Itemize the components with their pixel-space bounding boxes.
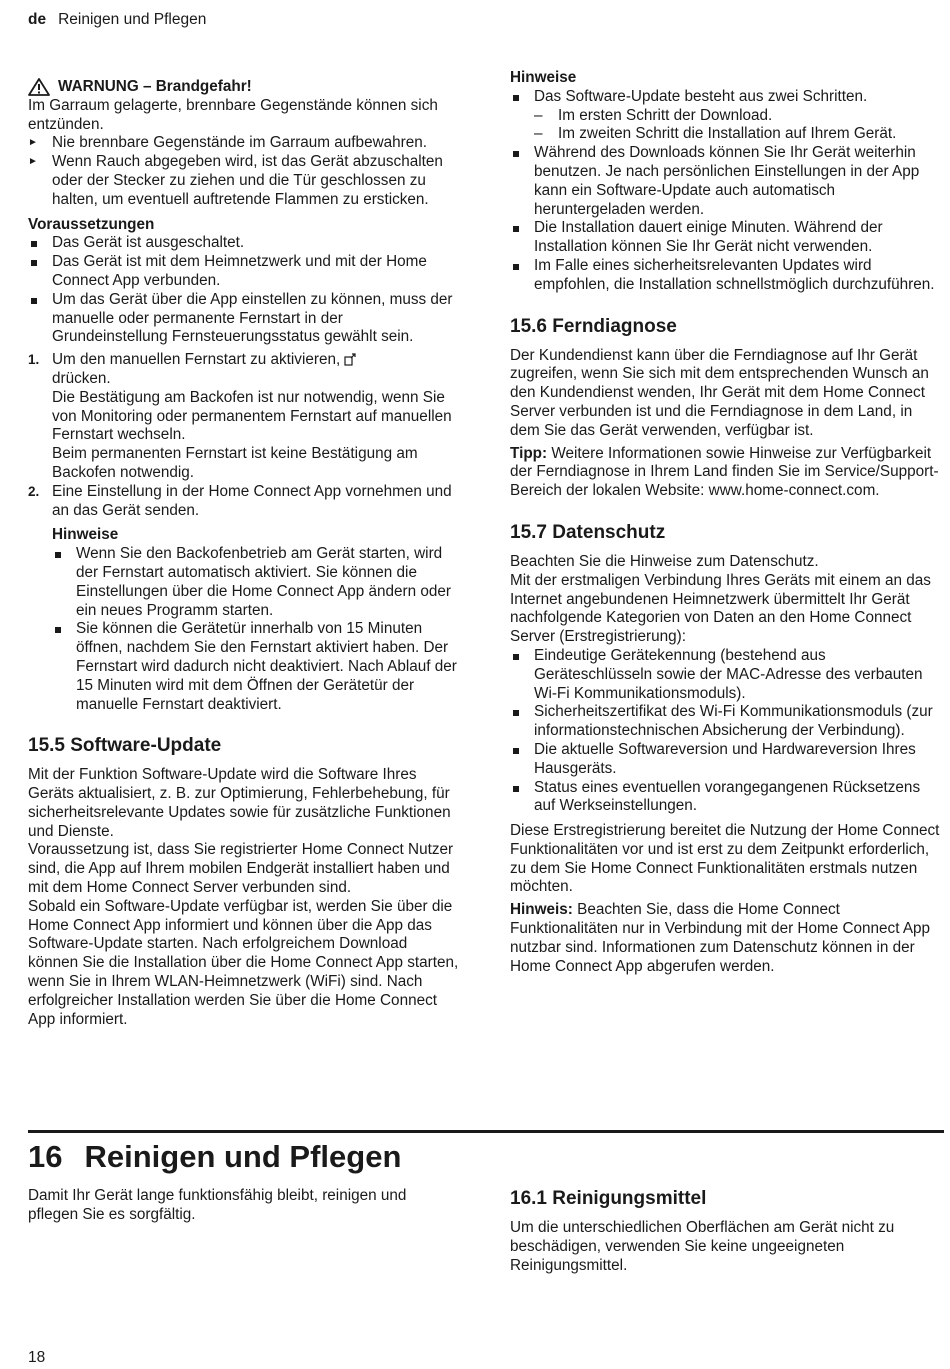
right-column <box>510 69 944 976</box>
square-bullet-icon <box>31 260 37 266</box>
dash-item: – Im zweiten Schritt die Installation auf Ihrem Gerät. <box>534 125 897 143</box>
step-item: 2. Eine Einstellung in der Home Connect App vornehmen und an das Gerät senden. <box>28 482 452 519</box>
square-bullet-icon <box>31 241 37 247</box>
section-heading-15-7: 15.7 Datenschutz <box>510 521 666 543</box>
warning-text: Im Garraum gelagerte, brennbare Gegenstände können sich entzünden. <box>28 96 438 133</box>
page-number: 18 <box>28 1349 46 1366</box>
warning-triangle-icon <box>28 78 50 96</box>
paragraph: Um die unterschiedlichen Oberflächen am Gerät nicht zu beschädigen, verwenden Sie keine ungeeigneten Reinigungsmittel. <box>510 1219 895 1274</box>
section-heading-15-6: 15.6 Ferndiagnose <box>510 315 677 337</box>
step-number: 1. <box>28 352 40 368</box>
chapter-title <box>28 1138 401 1176</box>
step-item: 1. Um den manuellen Fernstart zu aktivieren, drücken. Die Bestätigung am Backofen ist nur notwendig, wenn Sie von Monitoring oder permanentem Fernstart auf manuellen Fernstart wechseln. Beim permanenten Fernstart ist keine Bestätigung am Backofen notwendig. <box>28 351 460 483</box>
list-item: Während des Downloads können Sie Ihr Gerät weiterhin benutzen. Je nach persönlichen Einstellungen in der App kann ein Software-Update auch automatisch heruntergeladen werden. <box>510 144 944 219</box>
list-item: Sicherheitszertifikat des Wi-Fi Kommunikationsmoduls (zur informationstechnischen Absicherung der Verbindung). <box>510 703 944 741</box>
arrow-bullet-icon: ► <box>28 156 38 168</box>
square-bullet-icon <box>513 264 519 270</box>
step-number: 2. <box>28 483 40 499</box>
list-item: Wenn Sie den Backofenbetrieb am Gerät starten, wird der Fernstart automatisch aktiviert. Sie können die Einstellungen über die Home Connect App ändern oder ein neues Programm starten. <box>52 545 460 620</box>
language-code: de <box>28 11 47 28</box>
list-item: Das Software-Update besteht aus zwei Schritten. <box>510 88 944 107</box>
dash-item: – Im ersten Schritt der Download. <box>534 106 773 124</box>
chapter-divider <box>28 1130 944 1133</box>
header-title: Reinigen und Pflegen <box>58 11 207 28</box>
paragraph: Der Kundendienst kann über die Ferndiagnose auf Ihr Gerät zugreifen, wenn Sie sich mit dem entsprechenden Wunsch an den Kundendienst wenden, Ihr Gerät mit dem Home Connect Server verbunden ist und die Ferndiagnose in dem Land, in dem Sie das Gerät verwenden, verfügbar ist. <box>510 346 929 439</box>
warning-action-item: ► Wenn Rauch abgegeben wird, ist das Gerät abzuschalten oder der Stecker zu ziehen und die Tür geschlossen zu halten, um eventuell auftretende Flammen zu ersticken. <box>28 153 443 208</box>
list-item: Im Falle eines sicherheitsrelevanten Updates wird empfohlen, die Installation schnellstmöglich durchzuführen. <box>510 257 944 295</box>
paragraph: Mit der erstmaligen Verbindung Ihres Geräts mit einem an das Internet angebundenen Heimnetzwerk übermittelt Ihr Gerät nachfolgende Kategorien von Daten an den Home Connect Server (Erstregistrierung): <box>510 571 931 646</box>
note-paragraph: Hinweis: Beachten Sie, dass die Home Connect Funktionalitäten nur in Verbindung mit der Home Connect App nutzbar sind. Informationen zum Datenschutz können in der Home Connect App abgerufen werden. <box>510 901 931 975</box>
chapter-title-text: Reinigen und Pflegen <box>84 1139 402 1174</box>
paragraph: Diese Erstregistrierung bereitet die Nutzung der Home Connect Funktionalitäten vor und ist erst zu dem Zeitpunkt erforderlich, zu dem Sie Home Connect Funktionalitäten erstmals nutzen möchten. <box>510 822 940 896</box>
notes-heading: Hinweise <box>510 69 577 86</box>
square-bullet-icon <box>513 151 519 157</box>
tip-paragraph: Tipp: Weitere Informationen sowie Hinweise zur Verfügbarkeit der Ferndiagnose in Ihrem Land finden Sie im Service/Support-Bereich der lokalen Website: www.home-connect.com. <box>510 444 939 500</box>
section-heading-16-1: 16.1 Reinigungsmittel <box>510 1188 707 1209</box>
list-item: Die aktuelle Softwareversion und Hardwareversion Ihres Hausgeräts. <box>510 741 944 779</box>
paragraph: Mit der Funktion Software-Update wird die Software Ihres Geräts aktualisiert, z. B. zur Optimierung, Fehlerbehebung, für sicherheitsrelevante Updates sowie für zusätzliche Funktionen und Dienste. <box>28 766 451 840</box>
warning-title: WARNUNG – Brandgefahr! <box>58 78 252 95</box>
remote-start-icon <box>344 353 356 366</box>
list-item: Sie können die Gerätetür innerhalb von 15 Minuten öffnen, nachdem Sie den Fernstart aktiviert haben. Der Fernstart wird dadurch nicht deaktiviert. Nach Ablauf der 15 Minuten wird mit dem Öffnen der Gerätetür der manuelle Fernstart deaktiviert. <box>52 620 460 714</box>
square-bullet-icon <box>513 748 519 754</box>
page-header <box>28 11 206 30</box>
section-16-1-column <box>510 1187 944 1275</box>
list-item: Das Gerät ist ausgeschaltet. <box>28 234 460 253</box>
prerequisites-heading: Voraussetzungen <box>28 215 155 233</box>
tip-label: Tipp: <box>510 444 548 462</box>
chapter-intro-column <box>28 1187 460 1225</box>
chapter-number: 16 <box>28 1139 63 1174</box>
square-bullet-icon <box>31 298 37 304</box>
section-heading-15-5: 15.5 Software-Update <box>28 735 222 757</box>
list-item: Um das Gerät über die App einstellen zu können, muss der manuelle oder permanente Fernstart in der Grundeinstellung Fernsteuerungsstatus gewählt sein. <box>28 291 460 347</box>
square-bullet-icon <box>513 654 519 660</box>
step-note: Die Bestätigung am Backofen ist nur notwendig, wenn Sie von Monitoring oder permanentem Fernstart auf manuellen Fernstart wechseln. <box>52 388 452 444</box>
list-item: Status eines eventuellen vorangegangenen Rücksetzens auf Werkseinstellungen. <box>510 779 944 817</box>
warning-action-item: ► Nie brennbare Gegenstände im Garraum aufbewahren. <box>28 134 427 152</box>
note-label: Hinweis: <box>510 901 573 919</box>
square-bullet-icon <box>513 95 519 101</box>
square-bullet-icon <box>55 627 61 633</box>
square-bullet-icon <box>55 552 61 558</box>
paragraph: Voraussetzung ist, dass Sie registrierter Home Connect Nutzer sind, die App auf Ihrem mobilen Endgerät installiert haben und mit dem Home Connect Server verbunden sind. <box>28 841 454 897</box>
step-note: Beim permanenten Fernstart ist keine Bestätigung am Backofen notwendig. <box>52 445 418 481</box>
list-item: Die Installation dauert einige Minuten. Während der Installation können Sie Ihr Gerät nicht verwenden. <box>510 219 944 257</box>
paragraph: Beachten Sie die Hinweise zum Datenschutz. <box>510 552 819 570</box>
warning-heading <box>28 78 460 97</box>
square-bullet-icon <box>513 226 519 232</box>
left-column <box>28 78 460 1029</box>
paragraph: Damit Ihr Gerät lange funktionsfähig bleibt, reinigen und pflegen Sie es sorgfältig. <box>28 1187 407 1223</box>
list-item: Eindeutige Gerätekennung (bestehend aus Geräteschlüsseln sowie der MAC-Adresse des verbauten Wi-Fi Kommunikationsmoduls). <box>510 647 944 703</box>
list-item: Das Gerät ist mit dem Heimnetzwerk und mit der Home Connect App verbunden. <box>28 253 460 291</box>
square-bullet-icon <box>513 786 519 792</box>
square-bullet-icon <box>513 710 519 716</box>
arrow-bullet-icon: ► <box>28 137 38 149</box>
paragraph: Sobald ein Software-Update verfügbar ist, werden Sie über die Home Connect App informiert und können über die App das Software-Update starten. Nach erfolgreichem Download können Sie die Installation über die Home Connect App starten, wenn Sie in Ihrem WLAN-Heimnetzwerk (WiFi) sind. Nach erfolgreicher Installation werden Sie über die Home Connect App informiert. <box>28 897 459 1028</box>
notes-heading: Hinweise <box>52 526 119 544</box>
